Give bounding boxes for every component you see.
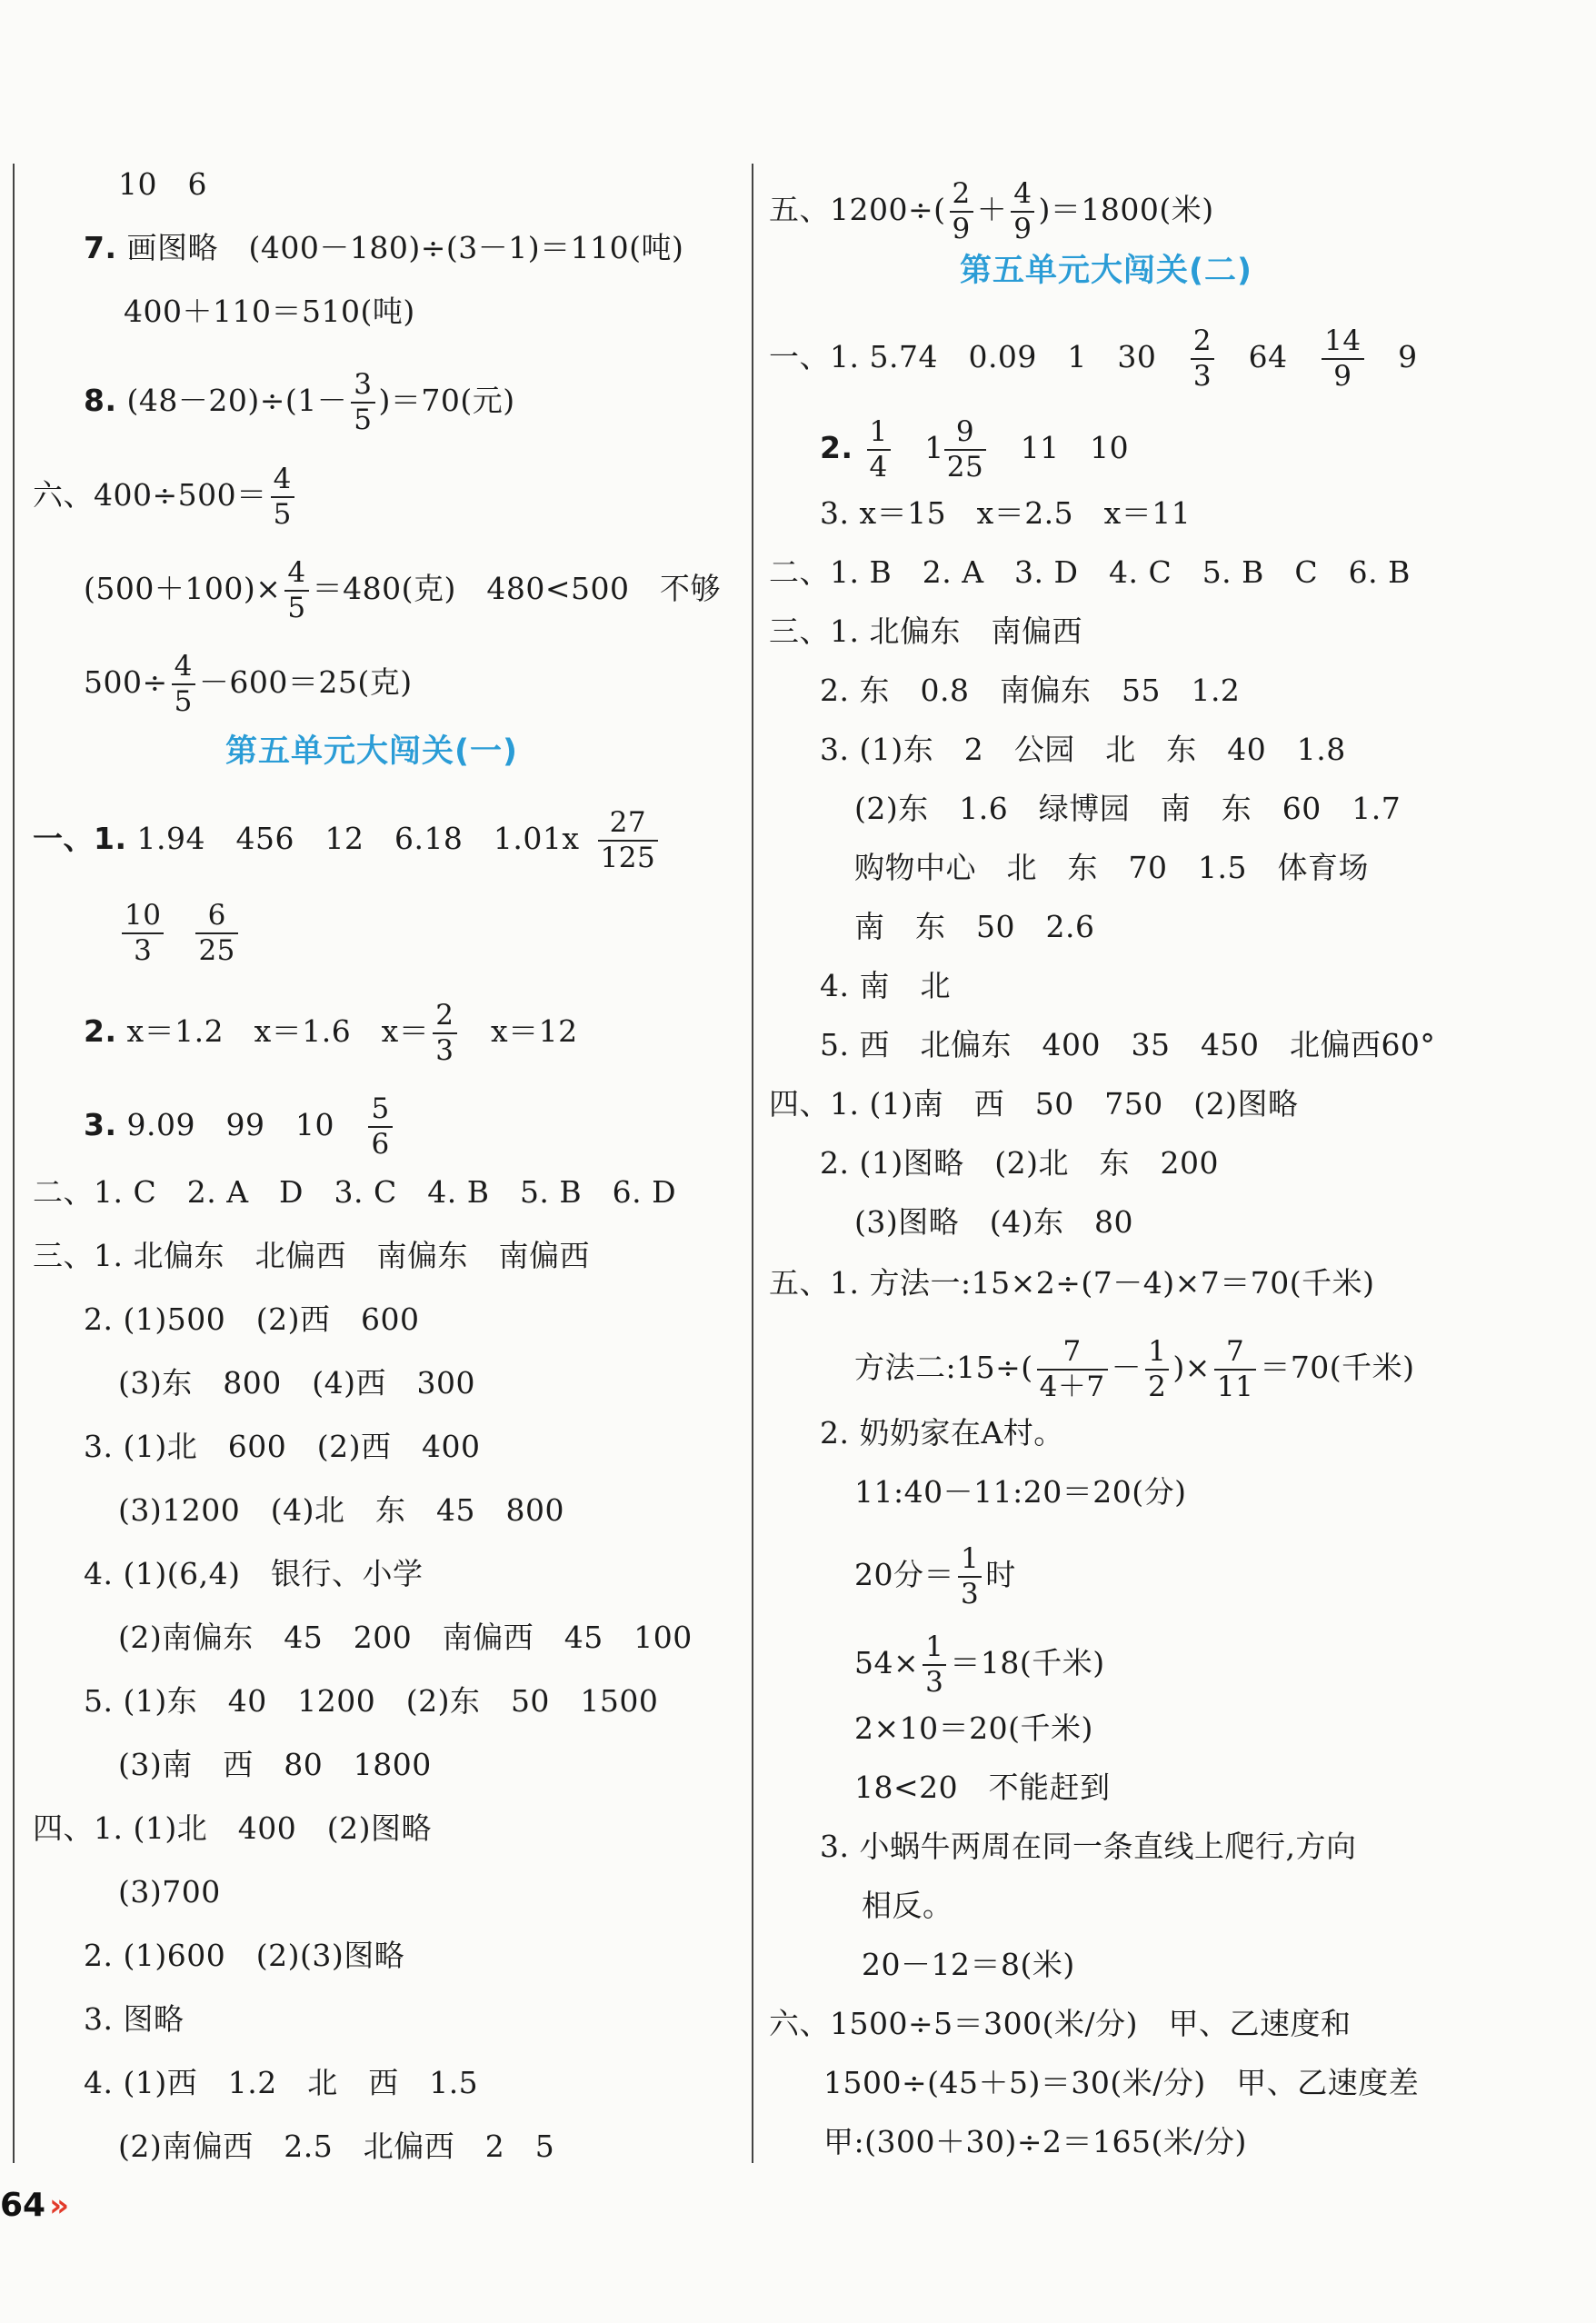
answer-line: 3. 小蜗牛两周在同一条直线上爬行,方向 [820, 1829, 1357, 1864]
section-heading: 第五单元大闯关(二) [960, 253, 1252, 289]
fraction: $\frac{5}{6}$ [368, 1095, 392, 1159]
fraction: $\frac{1}{3}$ [958, 1545, 982, 1609]
left-column [0, 0, 754, 2323]
answer-line: (3)图略 (4)东 80 [854, 1204, 1133, 1240]
fraction: $\frac{1}{2}$ [1145, 1338, 1169, 1401]
section-heading: 第五单元大闯关(一) [225, 733, 518, 770]
answer-line: 六、1500÷5＝300(米/分) 甲、乙速度和 [769, 2006, 1352, 2041]
answer-line: 2×10＝20(千米) [854, 1710, 1093, 1746]
fraction: $\frac{27}{125}$ [598, 809, 659, 872]
answer-line: 18<20 不能赶到 [854, 1770, 1111, 1805]
answer-line [118, 899, 242, 967]
answer-line: 五、1. 方法一:15×2÷(7－4)×7＝70(千米) [769, 1265, 1375, 1301]
answer-line: 7. 画图略 (400－180)÷(3－1)＝110(吨) [84, 230, 684, 265]
answer-line: 一、1. 1.94 456 12 6.18 1.01x $\frac{27}{125}$ [33, 809, 662, 872]
answer-line: 3. 9.09 99 10 $\frac{5}{6}$ [84, 1095, 396, 1159]
answer-line: 五、1200÷( $\frac{2}{9}$ ＋ $\frac{4}{9}$ )＝1800(米) [769, 177, 1214, 245]
answer-line: (3)东 800 (4)西 300 [118, 1365, 475, 1401]
fraction: $\frac{1}{3}$ [923, 1633, 946, 1697]
answer-line: 20－12＝8(米) [862, 1947, 1075, 1982]
fraction: $\frac{7}{4+7}$ [1037, 1338, 1108, 1401]
right-column [754, 0, 1596, 2323]
answer-line: (3)700 [118, 1874, 221, 1909]
answer-line: 2. (1)500 (2)西 600 [84, 1301, 420, 1337]
answer-line: 相反。 [862, 1888, 953, 1923]
answer-line: 400＋110＝510(吨) [124, 294, 415, 329]
page-number: 64 » [0, 2187, 70, 2224]
answer-line: 3. x＝15 x＝2.5 x＝11 [820, 495, 1192, 531]
answer-line: 2. 东 0.8 南偏东 55 1.2 [820, 673, 1241, 708]
fraction: $\frac{2}{3}$ [433, 1002, 456, 1065]
answer-line: 四、1. (1)北 400 (2)图略 [33, 1810, 432, 1846]
answer-line: 六、400÷500＝ $\frac{4}{5}$ [33, 465, 298, 529]
answer-line: 三、1. 北偏东 南偏西 [769, 613, 1082, 649]
answer-line: 5. (1)东 40 1200 (2)东 50 1500 [84, 1683, 659, 1719]
answer-line: 2. x＝1.2 x＝1.6 x＝ $\frac{2}{3}$ x＝12 [84, 999, 578, 1067]
answer-line: 甲:(300＋30)÷2＝165(米/分) [823, 2124, 1247, 2159]
answer-line: 4. (1)西 1.2 北 西 1.5 [84, 2065, 479, 2100]
answer-line: 一、1. 5.74 0.09 1 30 $\frac{2}{3}$ 64 $\frac{14}{9}$ 9 [769, 324, 1418, 393]
answer-line: (3)南 西 80 1800 [118, 1747, 432, 1782]
answer-line: 4. 南 北 [820, 968, 951, 1003]
answer-line: (500＋100)× $\frac{4}{5}$ ＝480(克) 480<500 不够 [84, 556, 721, 624]
answer-line: 500÷ $\frac{4}{5}$ －600＝25(克) [84, 650, 413, 718]
fraction: $\frac{4}{9}$ [1011, 180, 1034, 244]
answer-line: 购物中心 北 东 70 1.5 体育场 [854, 850, 1369, 885]
fraction: $\frac{9}{25}$ [944, 418, 986, 482]
answer-line: 3. (1)东 2 公园 北 东 40 1.8 [820, 732, 1346, 767]
answer-line: 8. (48－20)÷(1－ $\frac{3}{5}$ )＝70(元) [84, 368, 515, 436]
answer-line: 4. (1)(6,4) 银行、小学 [84, 1556, 424, 1591]
answer-line: (2)南偏西 2.5 北偏西 2 5 [118, 2129, 555, 2164]
answer-line: 二、1. C 2. A D 3. C 4. B 5. B 6. D [33, 1174, 677, 1210]
answer-line: (3)1200 (4)北 东 45 800 [118, 1492, 564, 1528]
answer-line: 20分＝ $\frac{1}{3}$ 时 [854, 1542, 1016, 1610]
answer-line: 3. 图略 [84, 2001, 185, 2037]
fraction: $\frac{2}{9}$ [950, 180, 973, 244]
answer-line: 2. (1)图略 (2)北 东 200 [820, 1145, 1219, 1181]
answer-line: 2. 奶奶家在A村。 [820, 1415, 1064, 1451]
answer-line: 二、1. B 2. A 3. D 4. C 5. B C 6. B [769, 554, 1411, 590]
answer-line: 南 东 50 2.6 [854, 909, 1095, 944]
answer-line: 2. $\frac{1}{4}$ 1 $\frac{9}{25}$ 11 10 [820, 415, 1130, 484]
answer-line: 5. 西 北偏东 400 35 450 北偏西60° [820, 1027, 1436, 1062]
fraction: $\frac{2}{3}$ [1191, 327, 1214, 391]
fraction: $\frac{7}{11}$ [1214, 1338, 1256, 1401]
fraction: $\frac{14}{9}$ [1322, 327, 1363, 391]
fraction: $\frac{10}{3}$ [122, 902, 164, 965]
fraction: $\frac{4}{5}$ [271, 465, 294, 529]
answer-line: (2)南偏东 45 200 南偏西 45 100 [118, 1620, 693, 1655]
answer-line: 54× $\frac{1}{3}$ ＝18(千米) [854, 1630, 1105, 1699]
answer-line: 方法二:15÷( $\frac{7}{4+7}$ － $\frac{1}{2}$ )× $\frac{7}{11}$ ＝70(千米) [854, 1335, 1415, 1403]
answer-line: 四、1. (1)南 西 50 750 (2)图略 [769, 1086, 1299, 1122]
answer-line: 3. (1)北 600 (2)西 400 [84, 1429, 481, 1464]
fraction: $\frac{4}{5}$ [284, 559, 308, 623]
fraction: $\frac{6}{25}$ [195, 902, 237, 965]
answer-line: 11:40－11:20＝20(分) [854, 1474, 1187, 1510]
answer-line: 1500÷(45＋5)＝30(米/分) 甲、乙速度差 [823, 2065, 1420, 2100]
fraction: $\frac{4}{5}$ [172, 653, 195, 716]
fraction: $\frac{3}{5}$ [351, 371, 374, 434]
answer-line: 2. (1)600 (2)(3)图略 [84, 1938, 405, 1973]
answer-line: 三、1. 北偏东 北偏西 南偏东 南偏西 [33, 1238, 590, 1273]
answer-line: 10 6 [118, 166, 207, 202]
fraction: $\frac{1}{4}$ [867, 418, 891, 482]
double-chevron-icon: » [49, 2188, 70, 2224]
answer-line: (2)东 1.6 绿博园 南 东 60 1.7 [854, 791, 1401, 826]
